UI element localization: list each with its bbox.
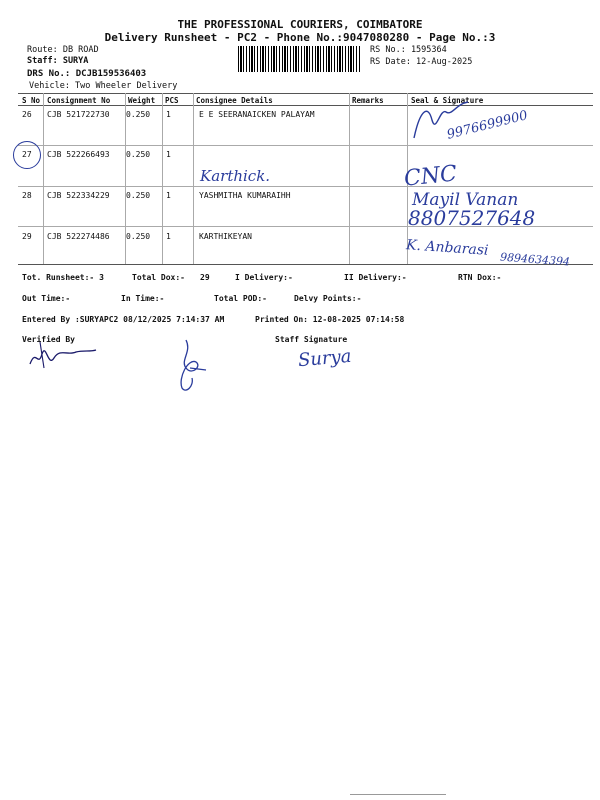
cnc-handwritten: CNC: [402, 161, 459, 192]
col-signature: Seal & Signature: [411, 96, 484, 105]
row-28-pcs: 1: [166, 191, 171, 200]
i-delivery: I Delivery:-: [235, 273, 293, 282]
printed-on: Printed On: 12-08-2025 07:14:58: [255, 315, 405, 324]
rtn-dox: RTN Dox:-: [458, 273, 502, 282]
table-header-rule: [18, 105, 593, 106]
row-26-pcs: 1: [166, 110, 171, 119]
name3-handwritten: K. Anbarasi: [405, 237, 489, 259]
drs-number: DRS No.: DCJB159536403: [27, 69, 147, 79]
row-27-weight: 0.250: [126, 150, 151, 159]
name2-handwritten: Mayil Vanan: [412, 190, 519, 210]
second-signature: [172, 338, 212, 394]
row-27-sno: 27: [22, 150, 32, 159]
out-time: Out Time:-: [22, 294, 71, 303]
col-sep: [162, 93, 163, 264]
entered-by: Entered By :SURYAPC2 08/12/2025 7:14:37 AM: [22, 315, 225, 324]
table-bottom-rule: [18, 264, 593, 265]
route-label: Route: DB ROAD: [27, 45, 99, 55]
in-time: In Time:-: [121, 294, 165, 303]
staff-signature-handwritten: Surya: [297, 345, 353, 372]
row-26-weight: 0.250: [126, 110, 151, 119]
rs-number: RS No.: 1595364: [370, 45, 447, 55]
verified-by-label: Verified By: [22, 335, 75, 344]
row-28-consignee: YASHMITHA KUMARAIHH: [199, 191, 291, 200]
runsheet-subtitle: Delivery Runsheet - PC2 - Phone No.:9047080280 - Page No.:3: [104, 31, 496, 44]
vehicle-label: Vehicle: Two Wheeler Delivery: [29, 81, 178, 91]
col-sep: [43, 93, 44, 264]
row-27-consignment: CJB 522266493: [47, 150, 110, 159]
col-pcs: PCS: [165, 96, 179, 105]
staff-signature-label: Staff Signature: [275, 335, 348, 344]
row-divider: [18, 145, 593, 146]
table-top-rule: [18, 93, 593, 94]
row-divider: [18, 186, 593, 187]
total-dox-label: Total Dox:-: [132, 273, 185, 282]
row-29-consignment: CJB 522274486: [47, 232, 110, 241]
col-consignee: Consignee Details: [196, 96, 273, 105]
col-sep: [349, 93, 350, 264]
row-29-pcs: 1: [166, 232, 171, 241]
staff-label: Staff: SURYA: [27, 56, 89, 66]
row-28-sno: 28: [22, 191, 32, 200]
row-26-consignment: CJB 521722730: [47, 110, 110, 119]
ii-delivery: II Delivery:-: [344, 273, 407, 282]
total-runsheet: Tot. Runsheet:- 3: [22, 273, 104, 282]
row-28-weight: 0.250: [126, 191, 151, 200]
row-26-phone-handwritten: 9976699900: [445, 108, 530, 143]
barcode-image: [238, 46, 360, 72]
row-27-pcs: 1: [166, 150, 171, 159]
row-29-consignee: KARTHIKEYAN: [199, 232, 252, 241]
col-sno: S No: [22, 96, 41, 105]
col-remarks: Remarks: [352, 96, 384, 105]
row-26-consignee: E E SEERANAICKEN PALAYAM: [199, 110, 315, 119]
rs-date: RS Date: 12-Aug-2025: [370, 57, 473, 67]
delvy-points: Delvy Points:-: [294, 294, 362, 303]
page-edge-mark: [350, 794, 446, 795]
col-weight: Weight: [128, 96, 156, 105]
phone3-handwritten: 9894634394: [499, 250, 571, 269]
total-dox-value: 29: [200, 273, 210, 282]
row-27-name-handwritten: Karthick.: [200, 167, 271, 185]
total-pod: Total POD:-: [214, 294, 267, 303]
verifier-signature: [28, 338, 98, 372]
row-29-weight: 0.250: [126, 232, 151, 241]
phone2-handwritten: 8807527648: [408, 206, 536, 230]
col-consignment: Consignment No: [47, 96, 111, 105]
row-26-sno: 26: [22, 110, 32, 119]
col-sep: [193, 93, 194, 264]
row-29-sno: 29: [22, 232, 32, 241]
company-title: THE PROFESSIONAL COURIERS, COIMBATORE: [177, 18, 423, 31]
row-28-consignment: CJB 522334229: [47, 191, 110, 200]
